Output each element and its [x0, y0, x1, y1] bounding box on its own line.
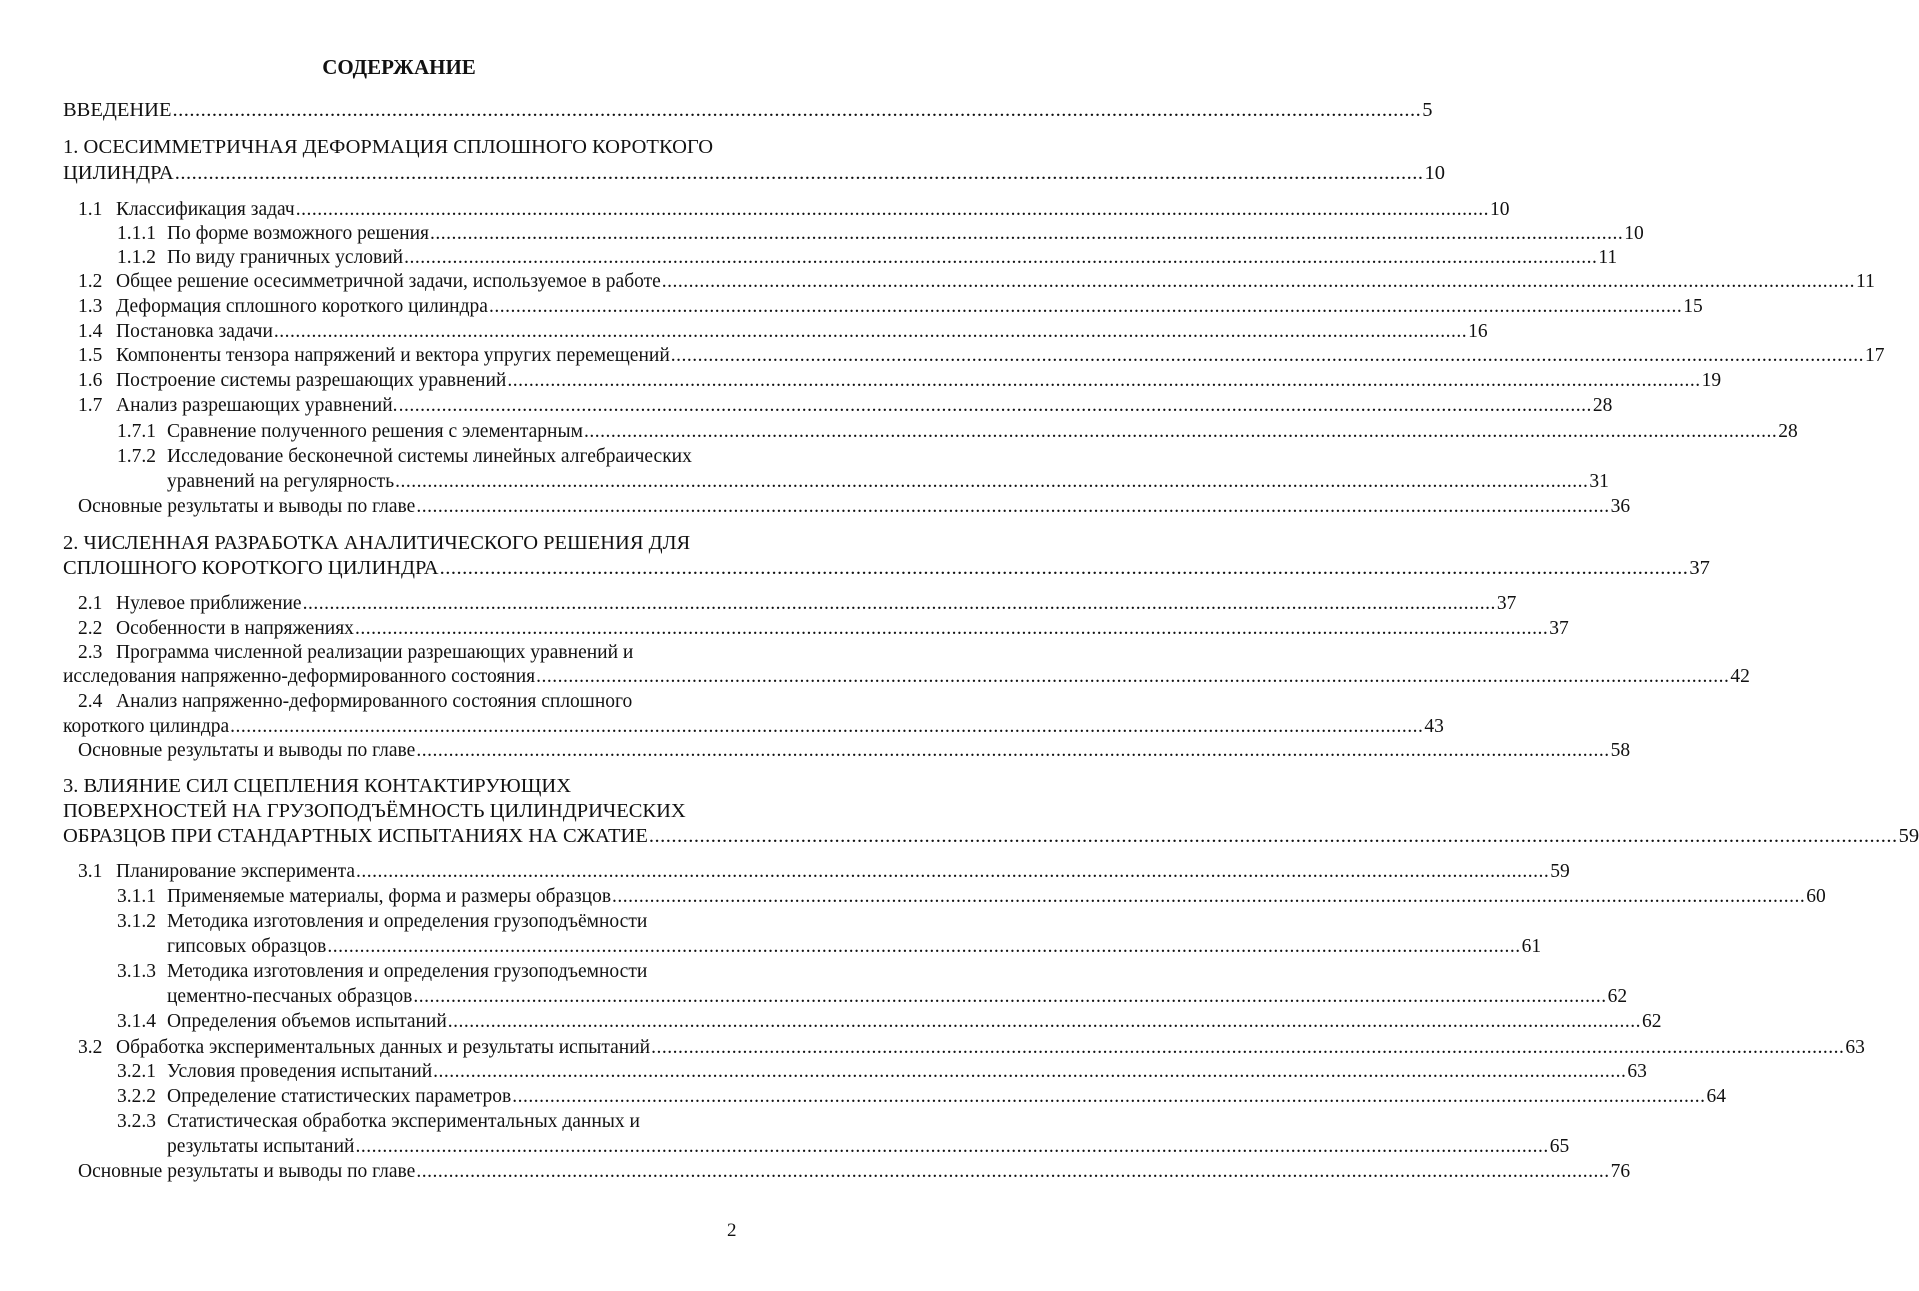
toc-entry-page: 37 — [1689, 557, 1710, 579]
toc-chapter-3 — [63, 824, 1919, 848]
toc-chapter-2 — [63, 556, 1710, 580]
toc-entry-text: Исследование бесконечной системы линейных алгебраических — [167, 446, 692, 467]
toc-entry-page: 10 — [1624, 223, 1644, 244]
dot-leader — [175, 161, 1424, 185]
toc-entry-summary-3 — [78, 1160, 1631, 1184]
toc-entry-number: 3.1.1 — [117, 886, 156, 907]
toc-chapter-3-title-line-2: ПОВЕРХНОСТЕЙ НА ГРУЗОПОДЪЁМНОСТЬ ЦИЛИНДРИЧЕСКИХ — [63, 800, 686, 822]
dot-leader — [507, 369, 1700, 393]
toc-entry-text: По форме возможного решения — [167, 223, 429, 244]
toc-entry-2-3 — [63, 665, 1750, 689]
dot-leader — [536, 665, 1729, 689]
toc-entry-page: 28 — [1592, 395, 1613, 416]
toc-entry-3-1 — [78, 860, 1570, 884]
toc-entry-text: Определения объемов испытаний — [167, 1011, 447, 1032]
toc-entry-1-2 — [78, 270, 1875, 294]
toc-entry-3-2-3 — [167, 1135, 1570, 1159]
toc-entry-text: ОБРАЗЦОВ ПРИ СТАНДАРТНЫХ ИСПЫТАНИЯХ НА СЖАТИЕ — [63, 825, 648, 847]
toc-entry-number: 2.1 — [78, 593, 103, 614]
toc-entry-text: цементно-песчаных образцов — [167, 986, 413, 1007]
toc-entry-number: 1.7.2 — [117, 446, 156, 467]
toc-entry-number: 3.2.2 — [117, 1086, 156, 1107]
dot-leader — [413, 985, 1606, 1009]
toc-entry-introduction — [63, 98, 1433, 122]
toc-entry-number: 2.3 — [78, 642, 103, 663]
toc-entry-text: Компоненты тензора напряжений и вектора упругих перемещений — [116, 345, 670, 366]
toc-entry-3-2-2 — [117, 1085, 1727, 1109]
toc-entry-text: Определение статистических параметров — [167, 1086, 512, 1107]
toc-entry-page: 15 — [1683, 296, 1703, 317]
toc-entry-text: Деформация сплошного короткого цилиндра — [116, 296, 488, 317]
toc-entry-page: 64 — [1706, 1086, 1727, 1107]
toc-entry-page: 62 — [1642, 1011, 1662, 1032]
dot-leader — [395, 470, 1588, 494]
toc-entry-number: 1.3 — [78, 296, 103, 317]
toc-entry-text: ЦИЛИНДРА — [63, 162, 174, 184]
toc-entry-3-1-2-first-line — [117, 910, 647, 934]
toc-entry-page: 10 — [1424, 162, 1445, 184]
toc-entry-text: Анализ разрешающих уравнений. — [116, 395, 398, 416]
toc-entry-3-1-1 — [117, 885, 1826, 909]
toc-entry-text: Анализ напряженно-деформированного состояния сплошного — [116, 691, 633, 712]
toc-entry-number: 3.2 — [78, 1037, 103, 1058]
dot-leader — [274, 320, 1467, 344]
dot-leader — [416, 495, 1609, 519]
toc-entry-number: 1.4 — [78, 321, 103, 342]
toc-entry-1-1-1 — [117, 222, 1644, 246]
toc-entry-number: 1.1.2 — [117, 247, 156, 268]
toc-entry-text: Нулевое приближение — [116, 593, 302, 614]
toc-entry-3-1-3 — [167, 985, 1628, 1009]
toc-entry-number: 1.5 — [78, 345, 103, 366]
toc-entry-page: 16 — [1468, 321, 1488, 342]
toc-entry-text: Условия проведения испытаний — [167, 1061, 433, 1082]
toc-entry-1-7-1 — [117, 420, 1798, 444]
toc-entry-page: 36 — [1610, 496, 1631, 517]
dot-leader — [356, 860, 1549, 884]
toc-entry-text: Основные результаты и выводы по главе — [78, 740, 416, 761]
dot-leader — [327, 935, 1520, 959]
dot-leader — [416, 739, 1609, 763]
toc-entry-number: 1.7 — [78, 395, 103, 416]
toc-entry-2-4-first-line — [78, 690, 632, 714]
toc-entry-3-1-4 — [117, 1010, 1662, 1034]
toc-entry-text: Статистическая обработка экспериментальных данных и — [167, 1111, 640, 1132]
toc-entry-page: 63 — [1845, 1037, 1865, 1058]
toc-entry-text: Сравнение полученного решения с элементарным — [167, 421, 583, 442]
toc-entry-1-7 — [78, 394, 1613, 418]
dot-leader — [512, 1085, 1705, 1109]
dot-leader — [649, 824, 1898, 848]
page-title: СОДЕРЖАНИЕ — [322, 55, 476, 79]
toc-chapter-2-title-line: 2. ЧИСЛЕННАЯ РАЗРАБОТКА АНАЛИТИЧЕСКОГО РЕШЕНИЯ ДЛЯ — [63, 532, 691, 554]
toc-entry-2-4 — [63, 715, 1444, 739]
dot-leader — [612, 885, 1805, 909]
toc-entry-1-1 — [78, 198, 1510, 222]
toc-entry-1-6 — [78, 369, 1722, 393]
toc-entry-summary-2 — [78, 739, 1631, 763]
toc-entry-number: 3.1 — [78, 861, 103, 882]
toc-entry-summary-1 — [78, 495, 1631, 519]
toc-chapter-1-title-line: 1. ОСЕСИММЕТРИЧНАЯ ДЕФОРМАЦИЯ СПЛОШНОГО КОРОТКОГО — [63, 136, 714, 158]
dot-leader — [671, 344, 1864, 368]
toc-entry-page: 37 — [1549, 618, 1569, 639]
toc-entry-number: 1.1.1 — [117, 223, 156, 244]
toc-entry-number: 3.2.3 — [117, 1111, 156, 1132]
dot-leader — [303, 592, 1496, 616]
toc-entry-text: уравнений на регулярность — [167, 471, 395, 492]
toc-entry-page: 63 — [1627, 1061, 1647, 1082]
toc-entry-number: 1.7.1 — [117, 421, 156, 442]
toc-entry-page: 62 — [1607, 986, 1628, 1007]
toc-entry-1-3 — [78, 295, 1703, 319]
dot-leader — [489, 295, 1682, 319]
toc-entry-1-4 — [78, 320, 1488, 344]
toc-entry-2-2 — [78, 617, 1569, 641]
toc-entry-3-2 — [78, 1036, 1865, 1060]
toc-entry-1-1-2 — [117, 246, 1618, 270]
toc-entry-page: 59 — [1898, 825, 1919, 847]
toc-entry-page: 43 — [1424, 716, 1444, 737]
toc-entry-text: Построение системы разрешающих уравнений — [116, 370, 507, 391]
dot-leader — [355, 1135, 1548, 1159]
toc-entry-text: Общее решение осесимметричной задачи, используемое в работе — [116, 271, 661, 292]
toc-entry-2-1 — [78, 592, 1517, 616]
toc-entry-3-1-2 — [167, 935, 1542, 959]
dot-leader — [399, 394, 1592, 418]
toc-entry-text: СПЛОШНОГО КОРОТКОГО ЦИЛИНДРА — [63, 557, 439, 579]
toc-entry-text: Программа численной реализации разрешающих уравнений и — [116, 642, 634, 663]
dot-leader — [416, 1160, 1609, 1184]
toc-entry-page: 11 — [1856, 271, 1875, 292]
toc-entry-text: Планирование эксперимента — [116, 861, 355, 882]
toc-entry-text: гипсовых образцов — [167, 936, 327, 957]
dot-leader — [448, 1010, 1641, 1034]
toc-chapter-1 — [63, 161, 1445, 185]
dot-leader — [230, 715, 1423, 739]
toc-entry-number: 1.2 — [78, 271, 103, 292]
toc-entry-page: 42 — [1730, 666, 1750, 687]
dot-leader — [440, 556, 1689, 580]
toc-entry-page: 60 — [1806, 886, 1826, 907]
toc-entry-3-2-1 — [117, 1060, 1647, 1084]
toc-entry-text: Особенности в напряжениях — [116, 618, 354, 639]
dot-leader — [173, 98, 1422, 122]
toc-entry-text: Основные результаты и выводы по главе — [78, 1161, 416, 1182]
dot-leader — [584, 420, 1777, 444]
toc-entry-1-7-2 — [167, 470, 1609, 494]
toc-entry-text: Методика изготовления и определения грузоподъемности — [167, 961, 648, 982]
dot-leader — [430, 222, 1623, 246]
toc-entry-page: 59 — [1550, 861, 1570, 882]
toc-entry-page: 28 — [1778, 421, 1798, 442]
toc-entry-number: 2.2 — [78, 618, 103, 639]
toc-entry-page: 11 — [1598, 247, 1618, 268]
toc-entry-page: 10 — [1489, 199, 1510, 220]
toc-entry-number: 1.6 — [78, 370, 103, 391]
toc-entry-text: Методика изготовления и определения грузоподъёмности — [167, 911, 648, 932]
toc-entry-text: короткого цилиндра — [63, 716, 230, 737]
dot-leader — [651, 1036, 1844, 1060]
toc-entry-3-2-3-first-line — [117, 1110, 640, 1134]
toc-entry-number: 3.1.4 — [117, 1011, 156, 1032]
page-number: 2 — [727, 1220, 737, 1241]
toc-entry-number: 3.2.1 — [117, 1061, 156, 1082]
toc-entry-number: 3.1.3 — [117, 961, 156, 982]
toc-entry-text: Обработка экспериментальных данных и результаты испытаний — [116, 1037, 651, 1058]
toc-entry-page: 58 — [1610, 740, 1631, 761]
dot-leader — [355, 617, 1548, 641]
toc-entry-text: результаты испытаний — [167, 1136, 355, 1157]
toc-entry-text: Основные результаты и выводы по главе — [78, 496, 416, 517]
toc-entry-page: 76 — [1610, 1161, 1631, 1182]
toc-entry-number: 2.4 — [78, 691, 103, 712]
toc-entry-page: 31 — [1589, 471, 1609, 492]
toc-entry-1-5 — [78, 344, 1885, 368]
toc-entry-page: 61 — [1521, 936, 1542, 957]
toc-entry-page: 37 — [1496, 593, 1517, 614]
toc-chapter-3-title-line-1: 3. ВЛИЯНИЕ СИЛ СЦЕПЛЕНИЯ КОНТАКТИРУЮЩИХ — [63, 775, 572, 797]
toc-entry-number: 1.1 — [78, 199, 103, 220]
toc-entry-text: Классификация задач — [116, 199, 295, 220]
toc-entry-text: ВВЕДЕНИЕ — [63, 99, 172, 121]
toc-entry-number: 3.1.2 — [117, 911, 156, 932]
toc-entry-2-3-first-line — [78, 641, 633, 665]
dot-leader — [404, 246, 1597, 270]
toc-entry-text: Постановка задачи — [116, 321, 273, 342]
toc-entry-page: 19 — [1701, 370, 1722, 391]
toc-entry-page: 5 — [1422, 99, 1433, 121]
toc-entry-text: исследования напряженно-деформированного состояния — [63, 666, 536, 687]
toc-entry-1-7-2-first-line — [117, 445, 692, 469]
dot-leader — [662, 270, 1855, 294]
toc-entry-3-1-3-first-line — [117, 960, 647, 984]
toc-entry-page: 17 — [1865, 345, 1885, 366]
toc-entry-text: По виду граничных условий — [167, 247, 404, 268]
dot-leader — [296, 198, 1489, 222]
toc-entry-page: 65 — [1549, 1136, 1570, 1157]
dot-leader — [433, 1060, 1626, 1084]
toc-entry-text: Применяемые материалы, форма и размеры образцов — [167, 886, 612, 907]
